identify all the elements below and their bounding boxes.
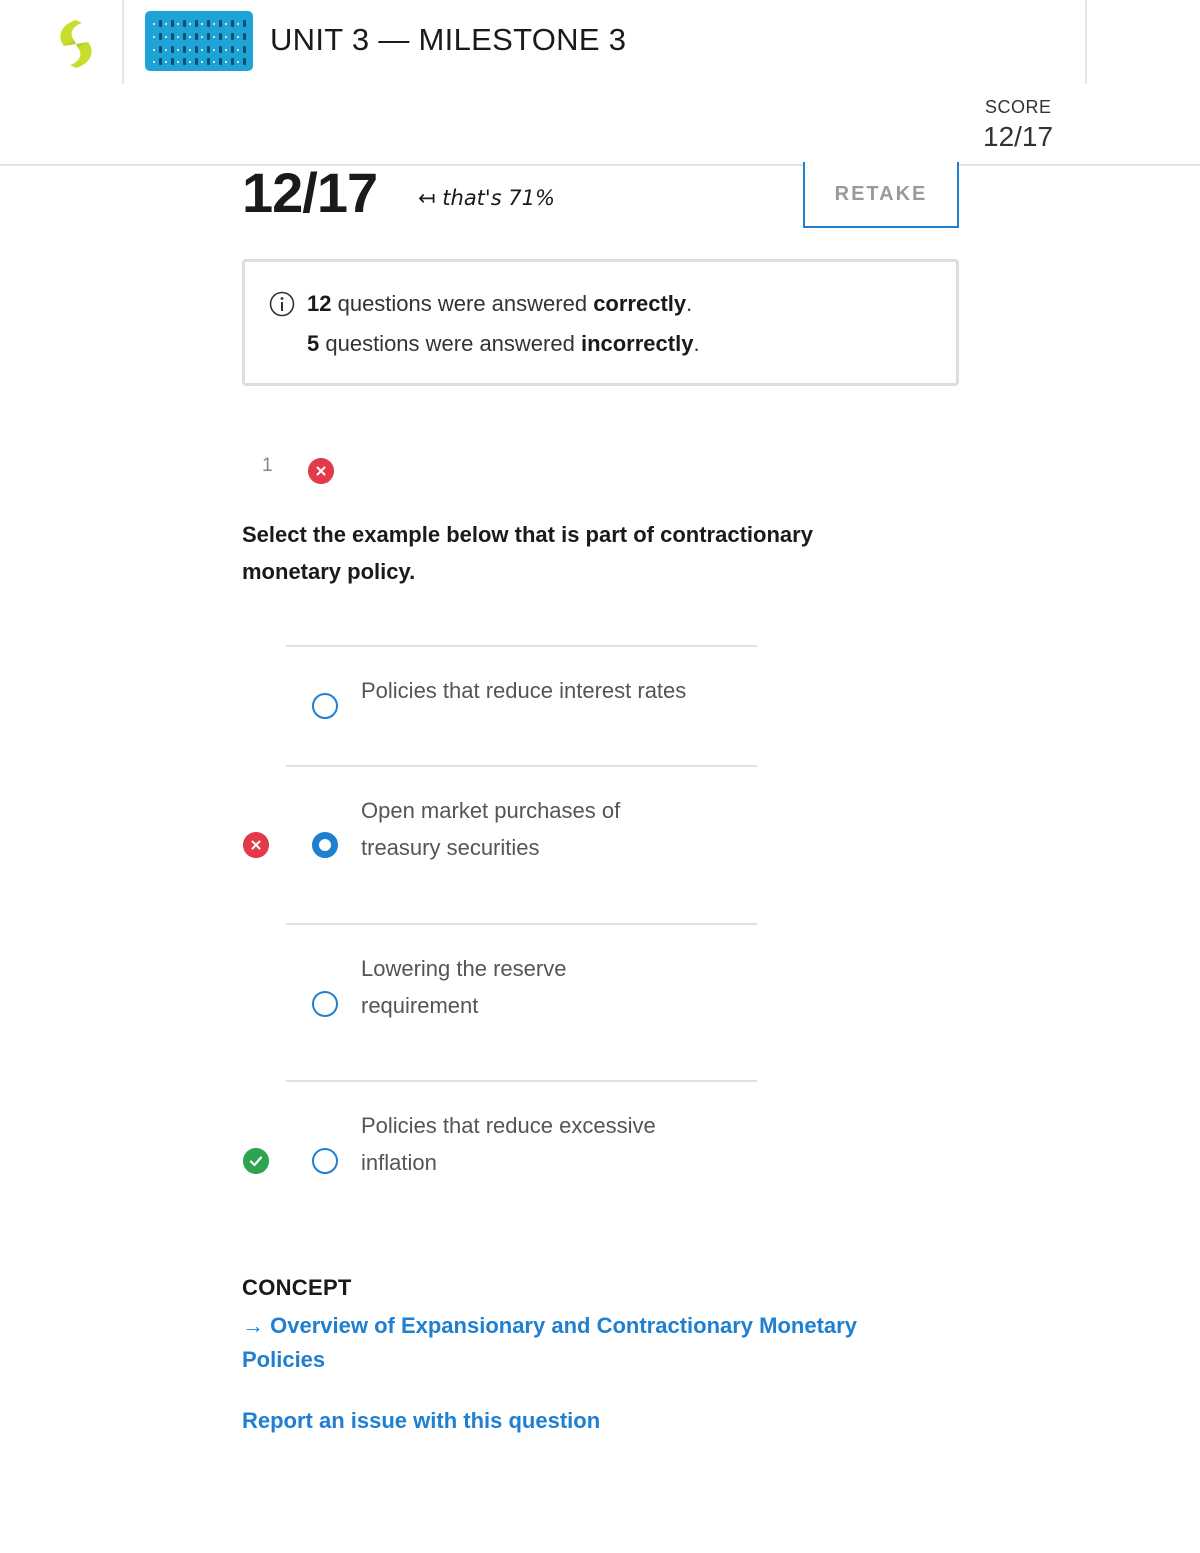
question-number: 1 — [262, 455, 273, 476]
option-text-1[interactable]: Policies that reduce interest rates — [361, 678, 687, 703]
header-score-value: 12/17 — [983, 121, 1054, 152]
option-text-3[interactable]: Lowering the reserve requirement — [361, 956, 567, 1018]
header-divider-right — [1085, 0, 1087, 84]
concept-label: CONCEPT — [242, 1275, 352, 1300]
arrow-right-icon: → — [242, 1313, 264, 1338]
top-header — [0, 0, 1200, 166]
option-radio-3[interactable] — [312, 991, 338, 1017]
header-divider — [122, 0, 124, 84]
incorrect-word: incorrectly — [580, 331, 694, 356]
incorrect-summary-text: questions were answered — [319, 331, 581, 356]
option-divider — [286, 1080, 757, 1082]
option-text-4[interactable]: Policies that reduce excessive inflation — [361, 1113, 656, 1175]
option-radio-1[interactable] — [312, 693, 338, 719]
answer-correct-icon — [243, 1148, 269, 1174]
incorrect-count: 5 — [307, 331, 320, 356]
option-divider — [286, 923, 757, 925]
question-text: Select the example below that is part of contractionary monetary policy. — [242, 522, 813, 584]
unit-badge-icon — [145, 11, 253, 71]
option-radio-4[interactable] — [312, 1148, 338, 1174]
percent-note: ↤ that's 71% — [418, 186, 555, 210]
answer-incorrect-icon — [243, 832, 269, 858]
correct-count: 12 — [307, 291, 332, 316]
incorrect-summary — [307, 331, 700, 357]
period: . — [686, 291, 693, 316]
report-issue-link[interactable]: Report an issue with this question — [242, 1408, 601, 1433]
page-title: UNIT 3 — MILESTONE 3 — [270, 22, 627, 57]
concept-link[interactable] — [242, 1309, 942, 1377]
correct-summary — [307, 291, 692, 317]
option-text-2[interactable]: Open market purchases of treasury securities — [361, 798, 621, 860]
period: . — [693, 331, 700, 356]
correct-summary-text: questions were answered — [331, 291, 594, 316]
option-divider — [286, 645, 757, 647]
option-divider — [286, 765, 757, 767]
concept-link-text: Overview of Expansionary and Contractionary Monetary Policies — [242, 1313, 857, 1372]
info-icon — [269, 291, 295, 317]
sophia-logo-icon[interactable] — [52, 18, 100, 70]
results-summary — [242, 259, 959, 386]
score-label: SCORE — [985, 97, 1052, 117]
correct-word: correctly — [593, 291, 687, 316]
retake-button[interactable]: RETAKE — [803, 162, 959, 228]
option-radio-2-selected[interactable] — [312, 832, 338, 858]
question-incorrect-icon — [308, 458, 334, 484]
result-score: 12/17 — [242, 161, 378, 224]
